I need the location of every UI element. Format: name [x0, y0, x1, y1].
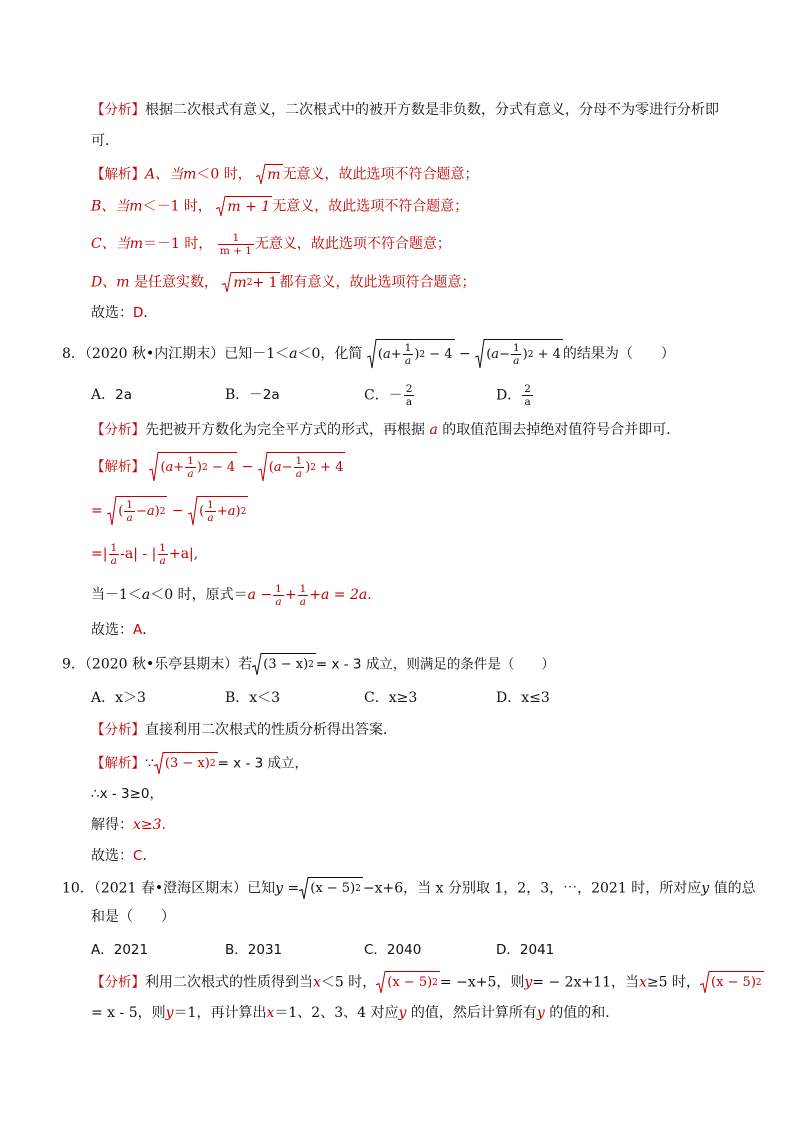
q7-b-cond: ＜－1 时， — [142, 198, 212, 215]
var-a: a — [289, 346, 298, 362]
q10-sqrt: (x − 5) 2 — [299, 877, 363, 900]
analysis-tag: 【分析】 — [91, 722, 145, 738]
numerator: 1 — [232, 231, 240, 244]
q8-stem-text: 8．（2020 秋•内江期末）已知－1＜ — [62, 346, 290, 362]
q8-answer — [91, 620, 156, 640]
q7-d-conclusion: 都有意义，故此选项符合题意； — [279, 274, 476, 291]
text: 的值，然后计算所有 — [406, 1005, 537, 1021]
q9-analysis-text: 直接利用二次根式的性质分析得出答案． — [145, 722, 397, 738]
solution-tag: 【解析】 — [91, 755, 145, 772]
answer-end: ． — [142, 622, 157, 638]
answer-end: ． — [142, 848, 157, 864]
var-x: x — [266, 1005, 275, 1021]
analysis-tag: 【分析】 — [91, 422, 145, 438]
q10-stem-text: 10．（2021 春•澄海区期末）已知 — [62, 880, 276, 897]
var-a: a — [141, 587, 151, 603]
text: 利用二次根式的性质得到当 — [145, 974, 313, 991]
q9-solution-3 — [91, 815, 166, 835]
q8-sol-sqrt-2: ( a − $\frac{1}{a}$ ) 2 + 4 — [258, 452, 346, 482]
q8-stem: 8．（2020 秋•内江期末）已知－1＜a＜0，化简 ( a + $\frac{1}{a}$ ) 2 − 4 − ( a − $\frac{1}{a}$ ) 2 + 4 的结果为（ ） — [62, 339, 675, 369]
answer-value: D — [133, 305, 144, 321]
q7-solution-c — [91, 231, 451, 257]
q8-option-c — [364, 383, 415, 408]
analysis-tag: 【分析】 — [91, 974, 145, 991]
q8-sol-sqrt-3: ( $\frac{1}{a}$ − a ) 2 — [107, 496, 167, 526]
q7-analysis-text-2: 可． — [91, 133, 119, 149]
q9-sol-sqrt: (3 − x) 2 — [154, 752, 218, 775]
q8-stem-text-2: ＜0，化简 — [297, 346, 363, 362]
numerator: 2 — [405, 383, 413, 395]
sqrt-m2-plus-1: m 2 + 1 — [222, 272, 279, 293]
text: ＝1，再计算出 — [173, 1005, 267, 1021]
q10-analysis-line-2 — [91, 1003, 619, 1023]
var-a: a — [429, 422, 438, 438]
var-y: y — [524, 974, 533, 991]
q8-sqrt-expr-1: ( a + $\frac{1}{a}$ ) 2 − 4 — [367, 339, 455, 369]
q9-option-d: D．x≤3 — [496, 690, 550, 706]
radicand: (x − 5) — [387, 975, 433, 990]
q7-a-cond: ＜0 时， — [196, 166, 252, 183]
q7-b-conclusion: 无意义，故此选项不符合题意； — [272, 198, 469, 215]
q10-option-d: D．2041 — [496, 942, 555, 958]
expr-plus: + — [284, 587, 297, 603]
q9-stem-end: = x - 3 成立，则满足的条件是（ ） — [315, 656, 555, 673]
option-sign: － — [388, 387, 403, 404]
q8-stem-end: 的结果为（ ） — [562, 346, 675, 362]
var-m: m — [183, 166, 197, 183]
q8-solution-4: 当－1＜a＜0 时，原式＝a − $\frac{1}{a}$ + $\frac{1}{a}$ +a = 2a. — [91, 582, 372, 608]
q8-sqrt-expr-2: ( a − $\frac{1}{a}$ ) 2 + 4 — [475, 339, 563, 369]
q10-analysis-line-1 — [91, 971, 764, 994]
radicand: (3 − x) — [263, 657, 309, 672]
var-x: x — [639, 974, 647, 991]
var-m: m — [116, 274, 130, 291]
analysis-tag: 【分析】 — [91, 102, 145, 118]
var-y: y — [701, 880, 710, 897]
q9-solution-2: ∴x - 3≥0， — [91, 786, 164, 802]
result-value: x≥3. — [133, 817, 166, 833]
q7-analysis-line-1 — [91, 100, 719, 120]
answer-label: 故选： — [91, 848, 133, 864]
q10-option-b: B．2031 — [225, 942, 283, 958]
q8-solution-1: 【解析】 ( a + $\frac{1}{a}$ ) 2 − 4 − ( a − $\frac{1}{a}$ ) 2 + 4 — [91, 452, 345, 482]
abs-close: +a|, — [168, 546, 199, 562]
abs-mid: -a| - | — [120, 546, 157, 562]
q9-analysis — [91, 720, 397, 740]
q7-answer — [91, 303, 157, 323]
q7-d-cond: 是任意实数， — [129, 274, 218, 291]
text: ＝1、2、3、4 对应 — [274, 1005, 399, 1021]
q8-option-d — [496, 383, 534, 408]
option-label: B． — [225, 387, 250, 403]
q10-option-c: C．2040 — [364, 942, 422, 958]
numerator: 2 — [524, 383, 531, 395]
q7-c-conclusion: 无意义，故此选项不符合题意； — [254, 236, 451, 252]
q10-stem-text-3: 值的总 — [709, 880, 756, 897]
q8-option-b — [225, 383, 280, 407]
radicand: m — [233, 275, 247, 291]
q8-sol-sqrt-4: ( $\frac{1}{a}$ + a ) 2 — [188, 496, 248, 526]
option-label: C． — [364, 387, 389, 404]
q8-option-a — [91, 383, 132, 407]
q7-solution-b — [91, 196, 468, 217]
q8-analysis-end: 的取值范围去掉绝对值符号合并即可． — [442, 422, 681, 438]
sqrt-m — [256, 164, 282, 185]
q9-answer — [91, 846, 156, 866]
answer-value: A — [133, 622, 143, 638]
denominator: m + 1 — [219, 244, 252, 257]
text: 的值的和． — [544, 1005, 620, 1021]
cond-text: 当－1＜ — [91, 587, 142, 603]
var-m: m — [129, 198, 143, 215]
q8-solution-2: = ( $\frac{1}{a}$ − a ) 2 − ( $\frac{1}{a}$ + a ) 2 — [91, 496, 248, 526]
fraction-1-over-m-plus-1 — [218, 232, 254, 257]
q7-b-text: B、当 — [91, 198, 130, 215]
text: = x - 5，则 — [91, 1005, 166, 1021]
q10-option-a: A．2021 — [91, 942, 149, 958]
q7-d-text: D、 — [91, 274, 117, 291]
q9-option-b: B．x＜3 — [225, 690, 281, 706]
option-label: D． — [496, 387, 522, 404]
q8-sol-sqrt-1: ( a + $\frac{1}{a}$ ) 2 − 4 — [149, 452, 237, 482]
abs-open: =| — [91, 546, 108, 562]
cond-text-2: ＜0 时，原式＝ — [150, 587, 248, 603]
q7-solution-a — [91, 164, 479, 185]
var-x: x — [313, 974, 321, 991]
answer-label: 故选： — [91, 622, 133, 638]
option-value: －2a — [249, 387, 280, 403]
var-y: y — [536, 1005, 545, 1021]
radicand: (3 − x) — [164, 756, 210, 771]
denominator: a — [524, 396, 531, 408]
text: ＜5 时， — [320, 974, 377, 991]
answer-end: ． — [143, 305, 158, 321]
q9-solution-1 — [91, 752, 308, 775]
solution-tag: 【解析】 — [91, 166, 145, 183]
radicand: m — [267, 167, 281, 183]
q9-sol-text: = x - 3 成立， — [217, 755, 308, 772]
q9-stem-text: 9．（2020 秋•乐亭县期末）若 — [62, 656, 253, 673]
var-y: y — [398, 1005, 407, 1021]
q7-a-conclusion: 无意义，故此选项不符合题意； — [282, 166, 479, 183]
var-y: y — [165, 1005, 174, 1021]
denominator: a — [405, 396, 413, 408]
text: = − 2x+11，当 — [532, 974, 639, 991]
q10-stem-line-1 — [62, 877, 756, 900]
answer-label: 故选： — [91, 305, 133, 321]
q10-stem-text-2: −x+6，当 x 分别取 1，2，3，⋯，2021 时，所对应 — [362, 880, 702, 897]
q7-solution-d — [91, 272, 476, 293]
result-label: 解得： — [91, 817, 133, 833]
solution-tag: 【解析】 — [91, 459, 145, 475]
sqrt-m-plus-1 — [216, 196, 272, 217]
q9-sqrt: (3 − x) 2 — [252, 653, 316, 676]
q10-stem-line-2: 和是（ ） — [91, 909, 175, 925]
radicand-rest: + 1 — [252, 275, 278, 291]
answer-value: C — [133, 848, 143, 864]
expr-result: +a = 2a. — [309, 587, 372, 603]
expr-part: a − — [247, 587, 273, 603]
text: = −x+5，则 — [439, 974, 525, 991]
radicand: m + 1 — [227, 199, 271, 215]
q10-an-sqrt-2: (x − 5) 2 — [700, 971, 764, 994]
q7-c-text: C、当 — [91, 236, 130, 252]
q7-a-text: A、当 — [145, 166, 184, 183]
q8-analysis-text: 先把被开方数化为完全平方式的形式，再根据 — [145, 422, 425, 438]
q10-an-sqrt-1: (x − 5) 2 — [376, 971, 440, 994]
var-y: y = — [275, 880, 300, 897]
option-value: 2a — [115, 387, 132, 403]
q7-c-cond: ＝－1 时， — [143, 236, 213, 252]
q7-analysis-text: 根据二次根式有意义，二次根式中的被开方数是非负数，分式有意义，分母不为零进行分析即 — [145, 102, 719, 118]
q7-analysis-line-2 — [91, 131, 119, 151]
radicand: (x − 5) — [310, 881, 356, 896]
option-label: A． — [91, 387, 116, 403]
radicand: (x − 5) — [711, 975, 756, 990]
q9-option-c: C．x≥3 — [364, 690, 418, 706]
because-symbol: ∵ — [145, 755, 154, 772]
q8-analysis — [91, 420, 680, 440]
var-m: m — [129, 236, 143, 252]
text: ≥5 时， — [646, 974, 700, 991]
q8-solution-3: =| $\frac{1}{a}$ -a| - | $\frac{1}{a}$ +a|, — [91, 541, 199, 567]
q9-option-a: A．x＞3 — [91, 690, 146, 706]
q9-stem — [62, 653, 555, 676]
